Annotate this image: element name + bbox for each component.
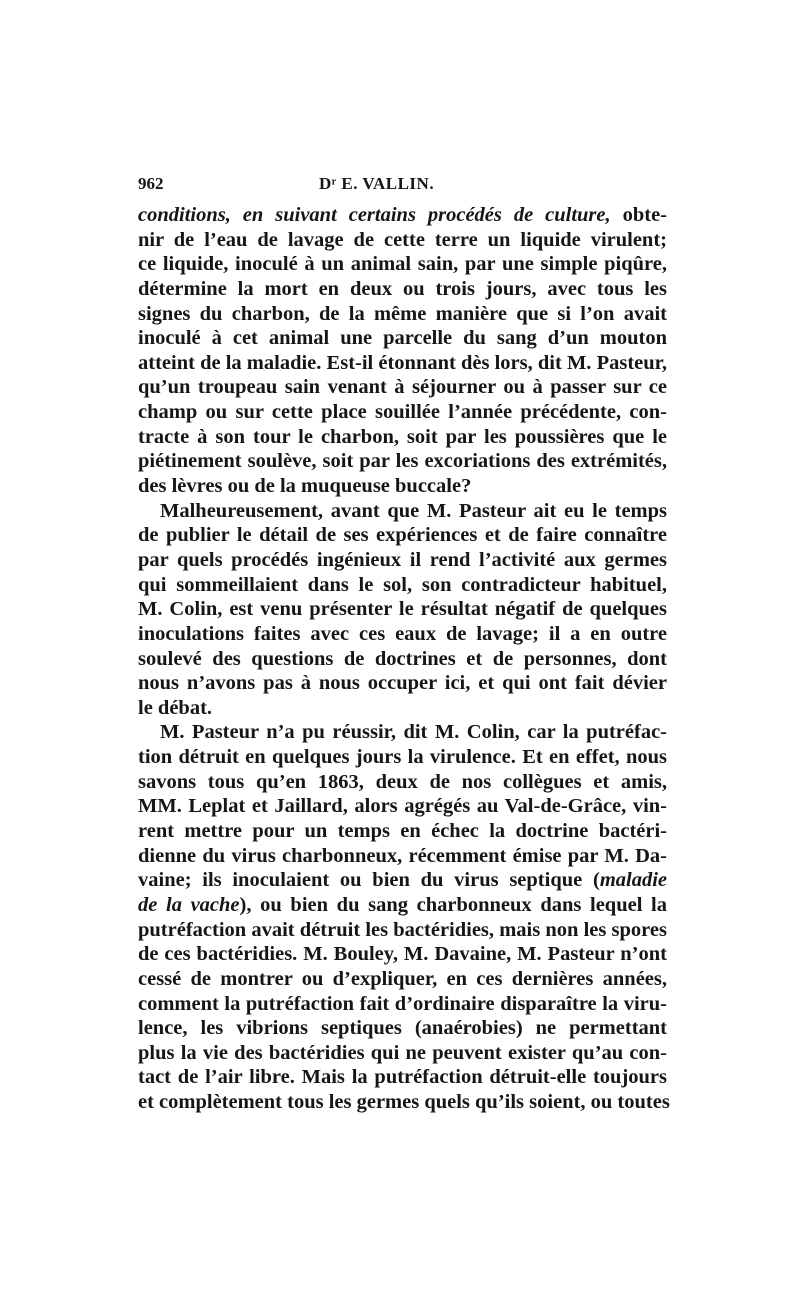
text-line xyxy=(138,794,667,819)
text-segment: de ces bactéridies. M. Bouley, M. Davaine, M. Pasteur n’ont xyxy=(138,943,667,966)
text-segment: cessé de montrer ou d’expliquer, en ces dernières années, xyxy=(138,967,667,990)
text-line xyxy=(138,326,667,351)
text-segment: par quels procédés ingénieux il rend l’activité aux germes xyxy=(138,548,667,571)
text-line xyxy=(138,573,667,598)
text-line xyxy=(138,449,667,474)
text-segment: qu’un troupeau sain venant à séjourner ou à passer sur ce xyxy=(138,376,667,399)
italic-text: maladie xyxy=(599,869,667,892)
text-line xyxy=(138,770,667,795)
italic-text: conditions, en suivant certains procédés de culture, xyxy=(138,204,611,226)
text-line xyxy=(138,942,667,967)
text-segment: nous n’avons pas à nous occuper ici, et qui ont fait dévier xyxy=(138,672,667,695)
text-segment: piétinement soulève, soit par les excoriations des extrémités, xyxy=(138,450,667,473)
text-line xyxy=(138,622,667,647)
text-line xyxy=(138,1065,667,1090)
text-line xyxy=(138,523,667,548)
text-line xyxy=(138,302,667,327)
text-line xyxy=(138,548,667,573)
text-segment: savons tous qu’en 1863, deux de nos collègues et amis, xyxy=(138,770,667,793)
text-segment: lence, les vibrions septiques (anaérobies) ne permettant xyxy=(138,1017,667,1040)
text-segment: M. Pasteur n’a pu réussir, dit M. Colin, car la putréfac- xyxy=(160,721,667,744)
text-line xyxy=(138,1041,667,1066)
running-head: Dʳ E. VALLIN. xyxy=(319,174,435,193)
italic-text: de la vache xyxy=(138,893,240,916)
body-text xyxy=(138,203,670,1115)
text-line xyxy=(138,597,667,622)
text-segment: dienne du virus charbonneux, récemment émise par M. Da- xyxy=(138,844,667,867)
text-segment: rent mettre pour un temps en échec la doctrine bactéri- xyxy=(138,820,667,843)
text-line xyxy=(138,647,667,672)
text-segment: ce liquide, inoculé à un animal sain, par une simple piqûre, xyxy=(138,253,667,276)
text-segment: tact de l’air libre. Mais la putréfaction détruit-elle toujours xyxy=(138,1066,667,1089)
text-line xyxy=(138,351,667,376)
text-segment: atteint de la maladie. Est-il étonnant dès lors, dit M. Pasteur, xyxy=(138,351,667,374)
text-segment: le débat. xyxy=(138,696,213,719)
text-line xyxy=(138,1090,670,1115)
text-segment: qui sommeillaient dans le sol, son contradicteur habituel, xyxy=(138,573,667,596)
text-line xyxy=(138,425,667,450)
text-segment: tracte à son tour le charbon, soit par les poussières que le xyxy=(138,425,667,448)
text-segment: inoculations faites avec ces eaux de lavage; il a en outre xyxy=(138,622,667,645)
text-segment: signes du charbon, de la même manière que si l’on avait xyxy=(138,302,667,325)
text-line xyxy=(138,375,667,400)
text-line xyxy=(138,918,667,943)
text-segment: putréfaction avait détruit les bactéridies, mais non les spores xyxy=(138,918,667,941)
text-line xyxy=(138,967,667,992)
text-segment: MM. Leplat et Jaillard, alors agrégés au Val-de-Grâce, vin- xyxy=(138,795,667,818)
text-line xyxy=(138,203,667,228)
text-segment: et complètement tous les germes quels qu’ils soient, ou toutes xyxy=(138,1091,670,1114)
text-line xyxy=(138,745,667,770)
text-line xyxy=(138,992,667,1017)
text-segment: inoculé à cet animal une parcelle du sang d’un mouton xyxy=(138,327,667,350)
text-line xyxy=(138,474,667,499)
text-line xyxy=(138,671,667,696)
text-segment: soulevé des questions de doctrines et de personnes, dont xyxy=(138,647,667,670)
text-segment: vaine; ils inoculaient ou bien du virus septique ( xyxy=(138,869,600,892)
text-segment: détermine la mort en deux ou trois jours, avec tous les xyxy=(138,277,667,300)
text-segment: ), ou bien du sang charbonneux dans lequel la xyxy=(239,893,667,916)
text-line xyxy=(138,819,667,844)
text-line xyxy=(138,228,667,253)
text-line xyxy=(138,720,667,745)
text-line xyxy=(138,400,667,425)
page-header xyxy=(138,174,666,196)
text-segment: comment la putréfaction fait d’ordinaire disparaître la viru- xyxy=(138,992,667,1015)
text-line xyxy=(138,277,667,302)
text-segment: obte- xyxy=(610,204,667,226)
text-line xyxy=(138,868,667,893)
text-segment: Malheureusement, avant que M. Pasteur ait eu le temps xyxy=(160,499,667,522)
text-segment: de publier le détail de ses expériences et de faire connaître xyxy=(138,524,667,547)
text-line xyxy=(138,696,667,721)
text-line xyxy=(138,499,667,524)
text-line xyxy=(138,1016,667,1041)
text-segment: champ ou sur cette place souillée l’année précédente, con- xyxy=(138,401,667,424)
text-line xyxy=(138,252,667,277)
text-segment: des lèvres ou de la muqueuse buccale? xyxy=(138,475,472,498)
text-line xyxy=(138,893,667,918)
page-number: 962 xyxy=(138,174,164,193)
text-segment: plus la vie des bactéridies qui ne peuvent exister qu’au con- xyxy=(138,1041,667,1064)
text-segment: nir de l’eau de lavage de cette terre un liquide virulent; xyxy=(138,228,667,251)
text-line xyxy=(138,844,667,869)
text-segment: M. Colin, est venu présenter le résultat négatif de quelques xyxy=(138,598,667,621)
text-segment: tion détruit en quelques jours la virulence. Et en effet, nous xyxy=(138,746,667,769)
